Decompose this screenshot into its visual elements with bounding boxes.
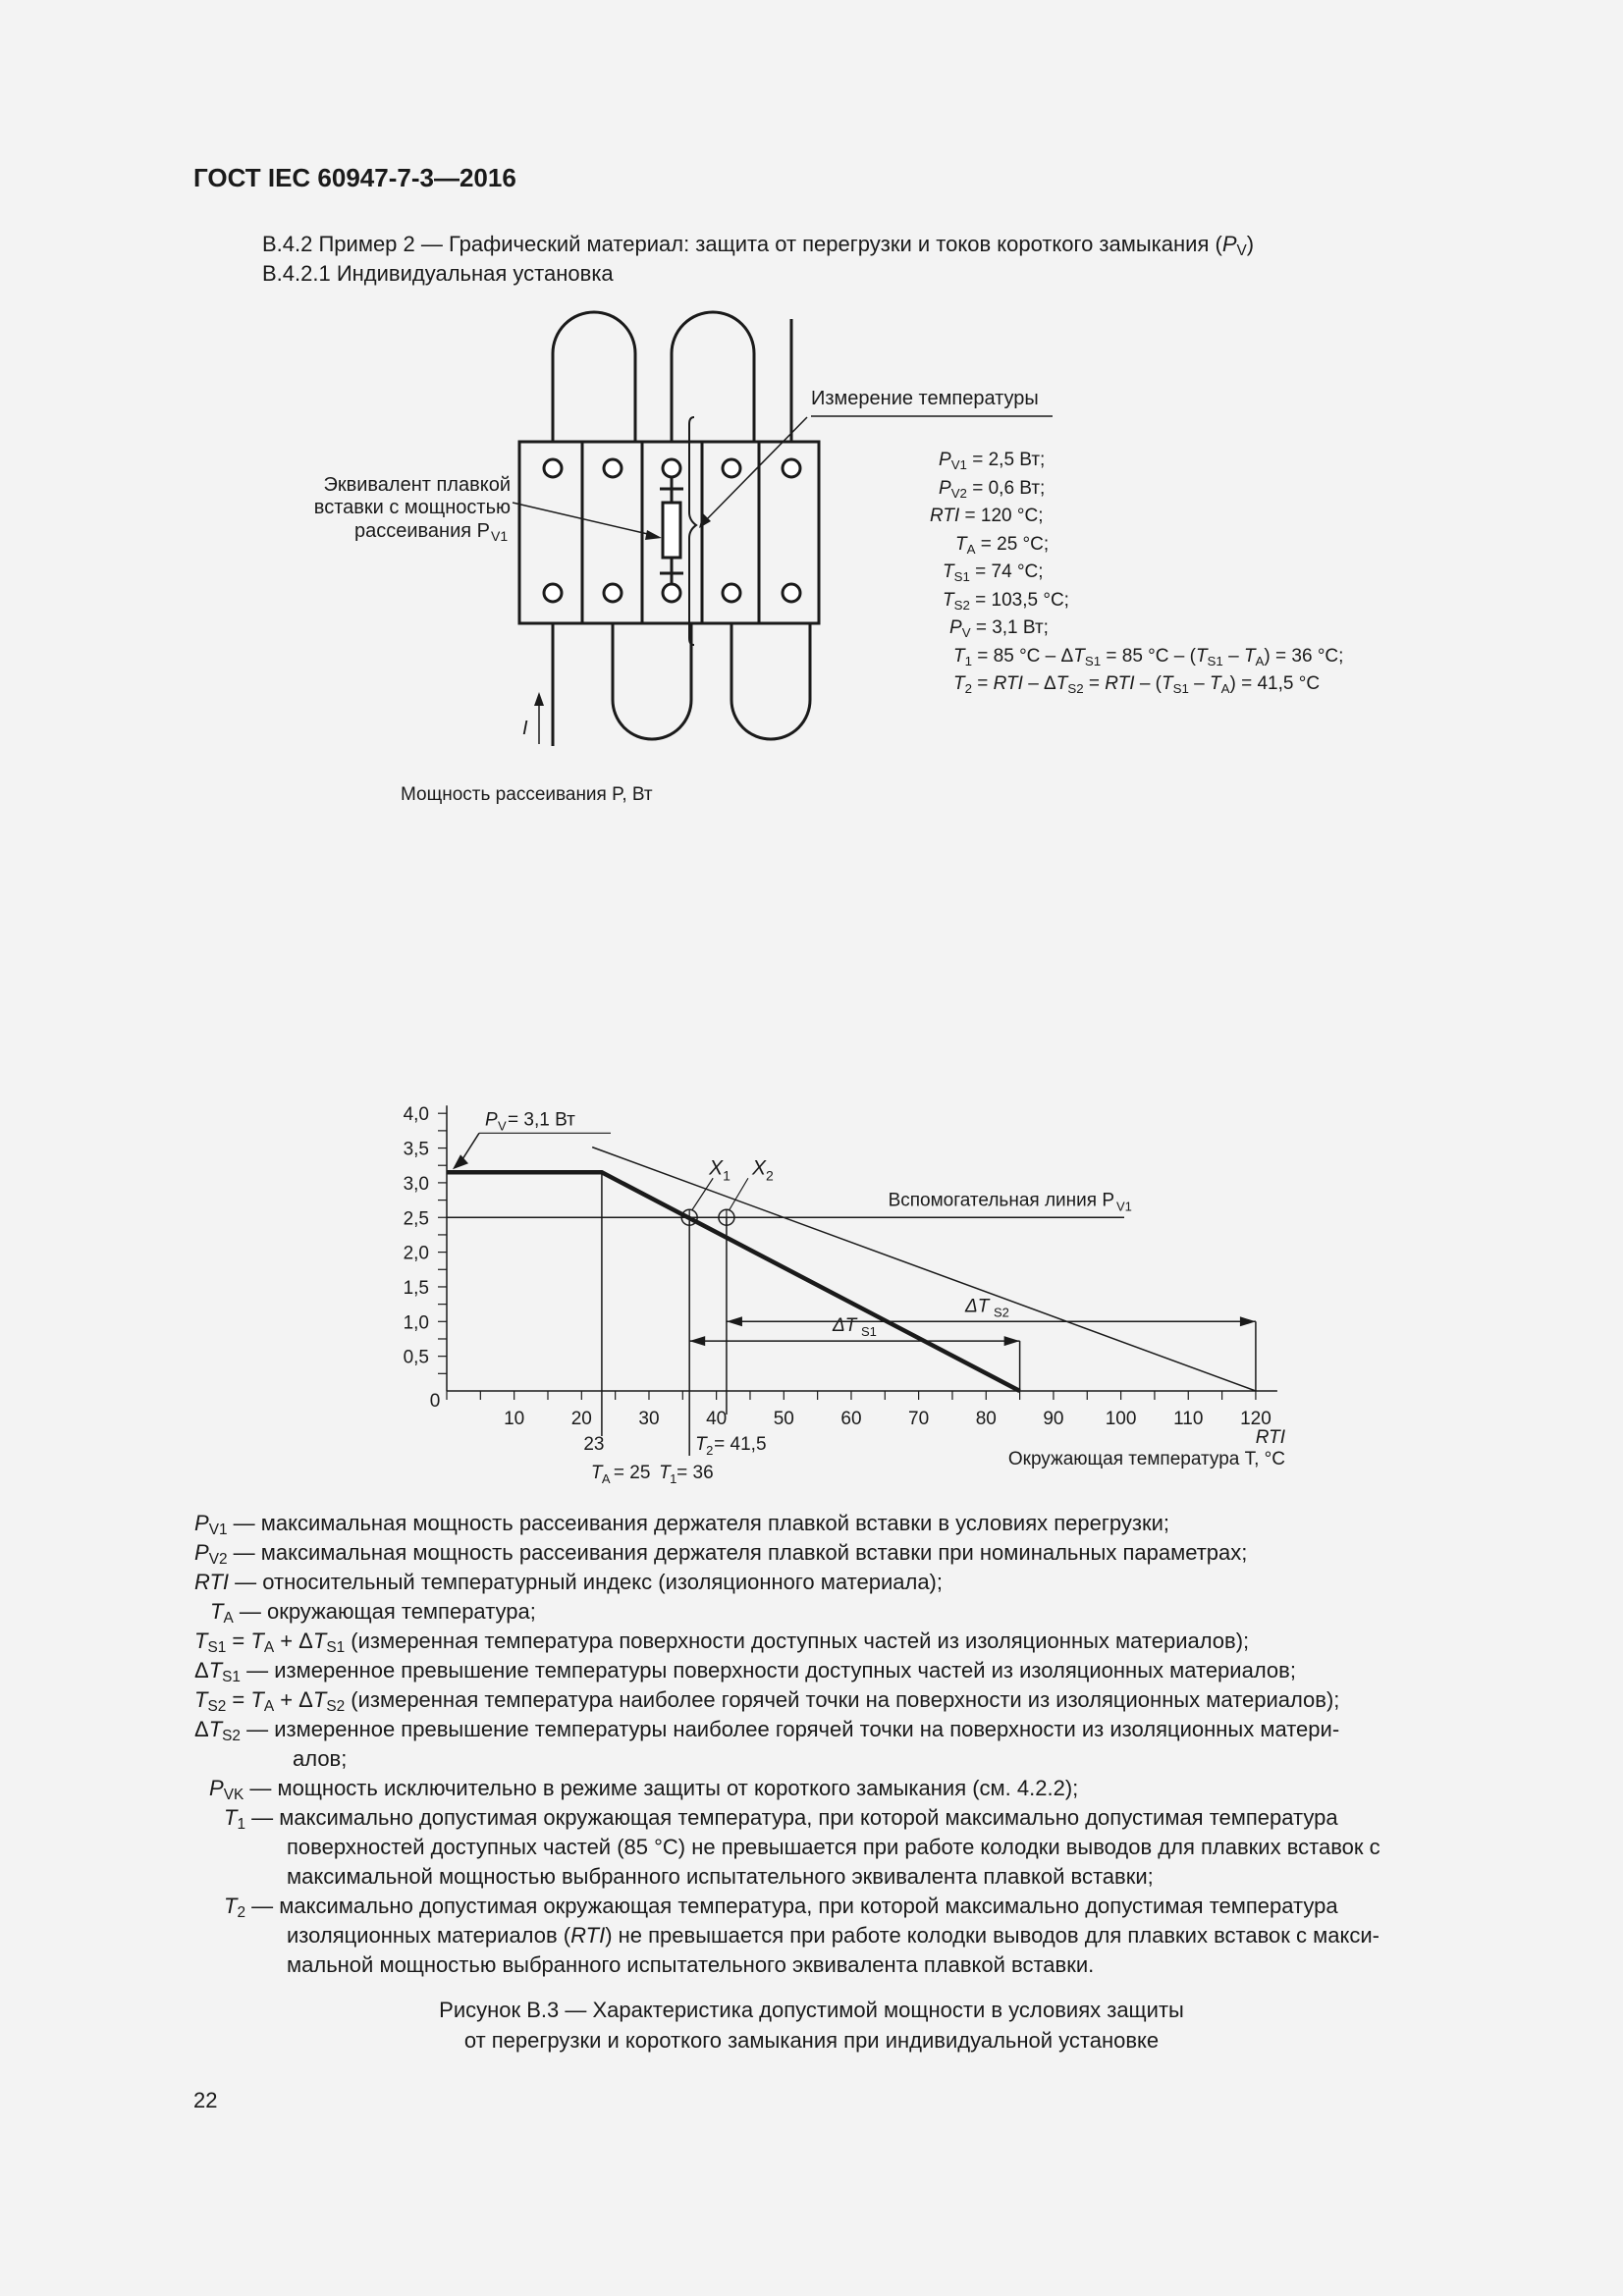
pv-label-sub: V [498, 1118, 507, 1134]
legend-t1-cont1: поверхностей доступных частей (85 °C) не превышается при работе колодки выводов для плавких вставок с [287, 1835, 1380, 1859]
y-tick-label: 1,5 [403, 1277, 429, 1299]
annot-t2-val: = 41,5 [714, 1434, 767, 1455]
delta-ts1-label: ΔT [833, 1315, 857, 1337]
x-axis-label: Окружающая температура T, °C [1007, 1449, 1285, 1469]
terminal-block-diagram [0, 294, 1623, 766]
param-t1: $T_1 = 85$ $^\circ C - \Delta T_{S1} = 85$ $^\circ C - (T_{S1} - T_A) = 36$ °C; [953, 645, 1344, 668]
legend-pv1: $P_{V1}$ — максимальная мощность рассеивания держателя плавкой вставки в условиях перегрузки; [194, 1511, 1169, 1538]
fuse-label-line1: Эквивалент плавкой [323, 474, 511, 496]
y-tick-label: 2,0 [403, 1243, 429, 1264]
measure-label: Измерение температуры [811, 388, 1039, 409]
annot-t1-sub: 1 [670, 1471, 677, 1486]
current-arrowhead [534, 692, 544, 706]
x-tick-label: 50 [773, 1409, 794, 1429]
x-tick-label: 0 [429, 1391, 441, 1412]
section-heading-b42: В.4.2 Пример 2 — Графический материал: защита от перегрузки и токов короткого замыкания $(P_V)$ [262, 232, 1255, 259]
x-tick-label: 60 [840, 1409, 862, 1429]
legend-ts2: $T_{S2} = T_A + \Delta T_{S2}$ (измеренная температура наиболее горячей точки на поверхности из изоляционных материалов); [194, 1687, 1340, 1715]
symbol-legend [189, 1509, 1504, 1980]
document-header: ГОСТ IEC 60947-7-3—2016 [193, 163, 516, 192]
series-rti-line [592, 1148, 1256, 1391]
delta-ts2-arrow-right [1240, 1316, 1256, 1326]
param-t2: $T_2$ = RTI – $\Delta T_{S2}$ = RTI – $(T_{S1} - T_A) = 41,5$ °C [953, 673, 1321, 696]
x-tick-label: 120 [1240, 1409, 1271, 1429]
parameter-list [930, 447, 1344, 699]
pv-arrowhead [453, 1154, 468, 1169]
bottom-loop-right [731, 623, 810, 739]
legend-dts2-cont: алов; [293, 1746, 348, 1771]
y-tick-label: 2,5 [403, 1208, 429, 1230]
y-tick-label: 1,0 [403, 1312, 429, 1334]
x-tick-label: 110 [1173, 1409, 1204, 1429]
measurement-bracket [689, 417, 696, 645]
fuse-arrowhead [645, 530, 662, 540]
top-loop-left [553, 312, 635, 442]
x-tick-label: 20 [570, 1409, 592, 1429]
x2-label: X [751, 1156, 766, 1180]
fuse-label-line3: рассеивания P [353, 520, 490, 542]
delta-ts1-label-sub: S1 [861, 1324, 877, 1340]
current-label: I [522, 718, 528, 739]
x-tick-label: 80 [975, 1409, 997, 1429]
x-tick-label: 30 [638, 1409, 660, 1429]
legend-t2-cont2: мальной мощностью выбранного испытательного эквивалента плавкой вставки. [287, 1952, 1095, 1977]
x2-leader [730, 1178, 748, 1209]
legend-rti: RTI — относительный температурный индекс (изоляционного материала); [194, 1570, 943, 1594]
legend-t1: $T_1$ — максимально допустимая окружающая температура, при которой максимально допустимая температура [224, 1805, 1338, 1833]
param-ta: $T_A = 25$ °C; [955, 533, 1050, 557]
param-ts2: $T_{S2} = 103,5$ °C; [943, 589, 1069, 613]
delta-ts1-arrow-left [689, 1336, 705, 1346]
caption-line2: от перегрузки и короткого замыкания при индивидуальной установке [463, 2028, 1160, 2053]
aux-line-label: Вспомогательная линия P [888, 1190, 1114, 1211]
param-pv: $P_V = 3,1$ Вт; [949, 617, 1049, 640]
legend-t2: $T_2$ — максимально допустимая окружающая температура, при которой максимально допустимая температура [224, 1894, 1338, 1921]
caption-line1: Рисунок В.3 — Характеристика допустимой мощности в условиях защиты [439, 1998, 1184, 2022]
bottom-loop-left [613, 623, 691, 739]
delta-ts2-label: ΔT [965, 1296, 990, 1317]
pv-label-value: = 3,1 Вт [508, 1109, 575, 1131]
x-tick-label: 40 [706, 1409, 728, 1429]
y-tick-label: 4,0 [403, 1104, 429, 1126]
param-ts1: $T_{S1} = 74$ °C; [943, 561, 1044, 584]
delta-ts1-arrow-right [1004, 1336, 1020, 1346]
power-temperature-chart [0, 766, 1623, 1492]
delta-ts2-label-sub: S2 [994, 1305, 1009, 1320]
fuse-label-line2: вставки с мощностью [313, 497, 511, 518]
annot-t1-val: = 36 [676, 1463, 714, 1483]
annot-ta-sub: A [601, 1471, 611, 1486]
annot-23: 23 [583, 1434, 605, 1455]
y-tick-label: 3,0 [403, 1173, 429, 1195]
y-axis-label: Мощность рассеивания P, Вт [401, 784, 653, 805]
x1-label: X [709, 1156, 724, 1180]
legend-pv2: $P_{V2}$ — максимальная мощность рассеивания держателя плавкой вставки при номинальных параметрах; [194, 1540, 1248, 1568]
pv-label: P [485, 1109, 498, 1131]
annot-t1: T [659, 1463, 671, 1483]
legend-pvk: $P_{VK}$ — мощность исключительно в режиме защиты от короткого замыкания (см. 4.2.2); [209, 1776, 1079, 1803]
legend-dts1: $\Delta T_{S1}$ — измеренное превышение температуры поверхности доступных частей из изоляционных материалов; [194, 1658, 1296, 1685]
legend-ts1: $T_{S1} = T_A + \Delta T_{S1}$ (измеренная температура поверхности доступных частей из изоляционных материалов); [194, 1629, 1250, 1656]
x-tick-label: 100 [1105, 1409, 1137, 1429]
y-tick-label: 3,5 [403, 1139, 429, 1160]
legend-t2-cont1: изоляционных материалов (RTI) не превышается при работе колодки выводов для плавких вставок с макси- [287, 1923, 1380, 1948]
delta-ts2-arrow-left [727, 1316, 742, 1326]
param-pv1: $P_{V1} = 2,5$ Вт; [939, 450, 1046, 472]
x-tick-label: 10 [504, 1409, 525, 1429]
annot-t2: T [695, 1434, 707, 1455]
param-rti: RTI = 120 °C; [930, 506, 1044, 526]
page-number: 22 [193, 2088, 218, 2112]
x2-label-sub: 2 [765, 1167, 774, 1184]
x-tick-label: 70 [908, 1409, 930, 1429]
legend-t1-cont2: максимальной мощностью выбранного испытательного эквивалента плавкой вставки; [287, 1864, 1154, 1889]
fuse-label-sub: V1 [491, 528, 509, 544]
x1-leader [692, 1178, 713, 1209]
fuse-equivalent [660, 477, 683, 585]
x1-label-sub: 1 [723, 1167, 730, 1184]
legend-ta: $T_A$ — окружающая температура; [210, 1599, 536, 1627]
annot-t2-sub: 2 [706, 1443, 714, 1458]
annot-ta-val: = 25 [613, 1463, 651, 1483]
x-tick-label: 90 [1043, 1409, 1064, 1429]
section-heading-b421: В.4.2.1 Индивидуальная установка [262, 261, 614, 286]
aux-line-label-sub: V1 [1116, 1199, 1132, 1214]
x-axis-rti-label: RTI [1255, 1427, 1285, 1448]
legend-dts2: $\Delta T_{S2}$ — измеренное превышение температуры наиболее горячей точки на поверхности из изоляционных матери- [194, 1717, 1340, 1744]
y-tick-label: 0,5 [403, 1347, 429, 1368]
figure-caption [0, 1995, 1623, 2056]
annot-ta: T [590, 1463, 603, 1483]
param-pv2: $P_{V2} = 0,6$ Вт; [939, 477, 1046, 501]
top-loop-right [672, 312, 754, 442]
